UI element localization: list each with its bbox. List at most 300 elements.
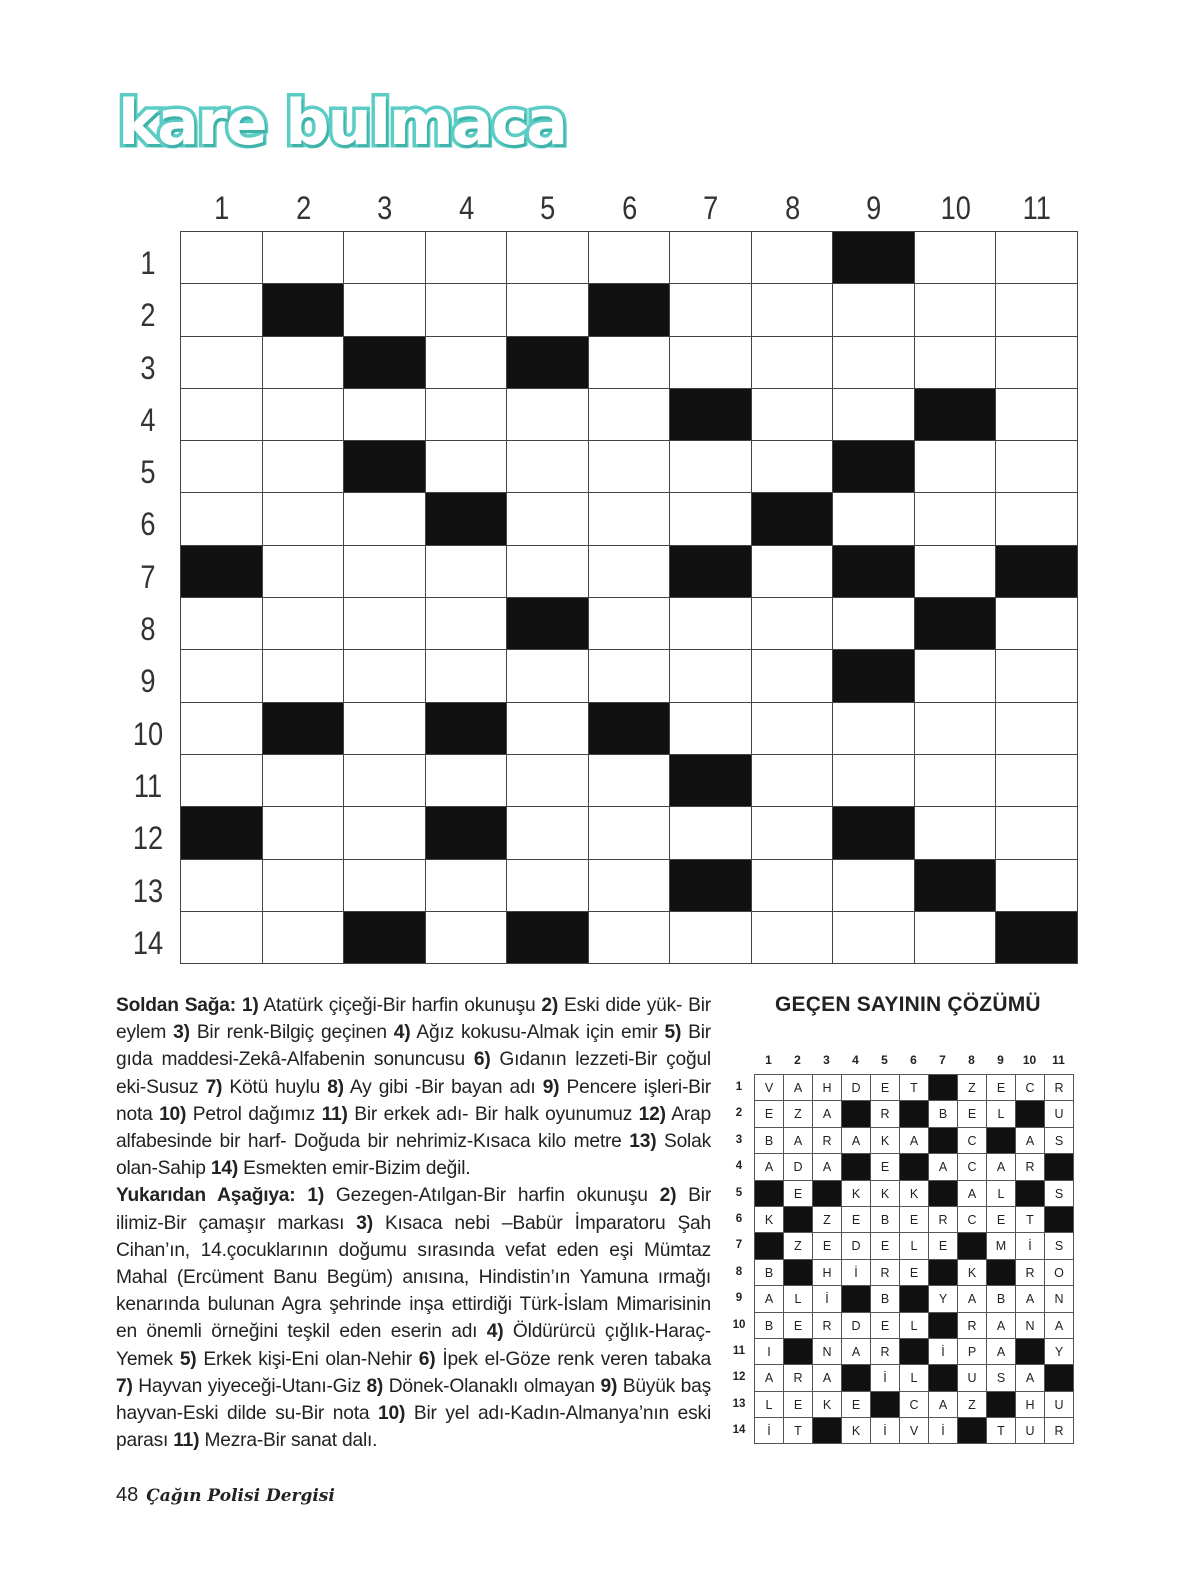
empty-cell[interactable] (996, 389, 1078, 441)
empty-cell[interactable] (263, 807, 345, 859)
empty-cell[interactable] (670, 284, 752, 336)
row-numbers (118, 232, 178, 964)
solution-black-cell (784, 1207, 813, 1233)
empty-cell[interactable] (915, 650, 997, 702)
clue-number: 5) (179, 1348, 197, 1370)
solution-cell: U (958, 1365, 987, 1391)
clue-text: Erkek kişi-Eni olan-Nehir (196, 1348, 419, 1370)
empty-cell[interactable] (589, 598, 671, 650)
solution-cell: L (900, 1365, 929, 1391)
empty-cell[interactable] (426, 232, 508, 284)
solution-black-cell (929, 1260, 958, 1286)
solution-black-cell (842, 1365, 871, 1391)
solution-row-number: 11 (732, 1344, 746, 1357)
black-cell (263, 284, 345, 336)
solution-cell: R (1045, 1418, 1074, 1444)
solution-column-number: 1 (765, 1053, 772, 1067)
empty-cell[interactable] (670, 807, 752, 859)
empty-cell[interactable] (426, 284, 508, 336)
empty-cell[interactable] (263, 232, 345, 284)
black-cell (833, 650, 915, 702)
solution-cell: E (784, 1181, 813, 1207)
solution-cell: R (1016, 1154, 1045, 1180)
empty-cell[interactable] (833, 284, 915, 336)
solution-cell: A (755, 1154, 784, 1180)
empty-cell[interactable] (752, 232, 834, 284)
solution-cell: O (1045, 1260, 1074, 1286)
empty-cell[interactable] (344, 389, 426, 441)
solution-cell: C (958, 1207, 987, 1233)
empty-cell[interactable] (181, 389, 263, 441)
solution-cell: R (813, 1313, 842, 1339)
empty-cell[interactable] (263, 441, 345, 493)
solution-row-number: 12 (732, 1371, 746, 1384)
empty-cell[interactable] (263, 912, 345, 964)
clue-text: Bir ilimiz-Bir çamaşır markası (116, 1185, 712, 1234)
solution-cell: B (755, 1128, 784, 1154)
solution-row-number: 1 (735, 1081, 743, 1093)
row-number: 14 (132, 924, 164, 961)
solution-cell: K (871, 1128, 900, 1154)
solution-column-number: 6 (910, 1053, 917, 1067)
page-number: 48 (116, 1484, 139, 1506)
black-cell (833, 546, 915, 598)
empty-cell[interactable] (426, 441, 508, 493)
solution-cell: M (987, 1233, 1016, 1259)
empty-cell[interactable] (344, 755, 426, 807)
clue-number: 1) (307, 1185, 325, 1207)
solution-cell: H (813, 1075, 842, 1101)
black-cell (507, 337, 589, 389)
empty-cell[interactable] (996, 337, 1078, 389)
empty-cell[interactable] (670, 650, 752, 702)
empty-cell[interactable] (833, 337, 915, 389)
solution-black-cell (755, 1181, 784, 1207)
across-clues (116, 992, 711, 1182)
solution-cell: E (958, 1101, 987, 1127)
clue-number: 8) (366, 1375, 384, 1397)
solution-cell: S (1045, 1181, 1074, 1207)
black-cell (507, 912, 589, 964)
empty-cell[interactable] (263, 755, 345, 807)
solution-cell: E (842, 1392, 871, 1418)
empty-cell[interactable] (426, 546, 508, 598)
solution-row-number: 2 (735, 1107, 743, 1120)
empty-cell[interactable] (426, 389, 508, 441)
empty-cell[interactable] (833, 860, 915, 912)
empty-cell[interactable] (344, 493, 426, 545)
black-cell (589, 703, 671, 755)
clue-text: Hayvan yiyeceği-Utanı-Giz (132, 1375, 367, 1397)
clue-text: Solak olan-Sahip (116, 1131, 711, 1180)
empty-cell[interactable] (344, 650, 426, 702)
empty-cell[interactable] (426, 912, 508, 964)
empty-cell[interactable] (670, 441, 752, 493)
clue-heading: Soldan Sağa: (116, 995, 242, 1016)
empty-cell[interactable] (752, 284, 834, 336)
empty-cell[interactable] (181, 650, 263, 702)
solution-cell: E (871, 1154, 900, 1180)
empty-cell[interactable] (915, 755, 997, 807)
empty-cell[interactable] (181, 755, 263, 807)
solution-row-number: 10 (732, 1318, 746, 1331)
solution-cell: Z (784, 1233, 813, 1259)
clue-text: Gıdanın lezzeti-Bir çoğul eki-Susuz (116, 1049, 711, 1098)
black-cell (670, 755, 752, 807)
empty-cell[interactable] (996, 807, 1078, 859)
empty-cell[interactable] (670, 598, 752, 650)
empty-cell[interactable] (181, 703, 263, 755)
solution-cell: A (1016, 1286, 1045, 1312)
empty-cell[interactable] (670, 703, 752, 755)
empty-cell[interactable] (915, 284, 997, 336)
empty-cell[interactable] (181, 860, 263, 912)
solution-cell: B (755, 1260, 784, 1286)
solution-cell: L (900, 1313, 929, 1339)
clue-number: 13) (629, 1131, 657, 1153)
empty-cell[interactable] (507, 284, 589, 336)
empty-cell[interactable] (507, 650, 589, 702)
black-cell (426, 703, 508, 755)
clue-text: İpek el-Göze renk veren tabaka (435, 1348, 711, 1370)
solution-row-number: 5 (735, 1186, 743, 1199)
empty-cell[interactable] (752, 441, 834, 493)
solution-row-number: 3 (735, 1133, 743, 1146)
clue-text: Büyük baş hayvan-Eski dilde su-Bir nota (116, 1375, 711, 1425)
solution-row-number: 14 (732, 1424, 746, 1437)
empty-cell[interactable] (752, 546, 834, 598)
solution-cell: Z (813, 1207, 842, 1233)
puzzle-title (118, 86, 567, 159)
solution-black-cell (987, 1260, 1016, 1286)
empty-cell[interactable] (507, 441, 589, 493)
clue-text: Öldürürcü çığlık-Haraç-Yemek (116, 1321, 711, 1370)
clue-text: Atatürk çiçeği-Bir harfin okunuşu (258, 995, 542, 1016)
empty-cell[interactable] (426, 650, 508, 702)
clue-number: 3) (173, 1022, 190, 1044)
empty-cell[interactable] (752, 755, 834, 807)
empty-cell[interactable] (752, 807, 834, 859)
clue-text: Kısaca nebi –Babür İmparatoru Şah Cihan’ın, 14.çocuklarının doğumu sırasında vefat eden eşi Mümtaz Mahal (Ercüment Banu Begüm) anısına, Hindistin’ın Yamuna ırmağı kenarında bulunan Agra şehrinde inşa ettirdiği Türk-İslam Mimarisinin en önemli örneğini teşkil eden eserin adı (116, 1212, 711, 1343)
solution-cell: A (929, 1392, 958, 1418)
solution-cell: D (842, 1233, 871, 1259)
empty-cell[interactable] (426, 755, 508, 807)
black-cell (263, 703, 345, 755)
solution-black-cell (842, 1154, 871, 1180)
solution-cell: C (1016, 1075, 1045, 1101)
solution-cell: R (929, 1207, 958, 1233)
clue-text: Bir renk-Bilgiç geçinen (189, 1022, 394, 1044)
empty-cell[interactable] (752, 912, 834, 964)
empty-cell[interactable] (915, 441, 997, 493)
empty-cell[interactable] (507, 493, 589, 545)
clue-text: Bir gıda maddesi-Zekâ-Alfabenin sonuncusu (116, 1022, 712, 1071)
empty-cell[interactable] (181, 912, 263, 964)
solution-cell: E (755, 1101, 784, 1127)
row-number: 1 (140, 245, 156, 281)
clue-number: 2) (659, 1185, 677, 1207)
solution-cell: P (958, 1339, 987, 1365)
black-cell (589, 284, 671, 336)
solution-cell: E (900, 1207, 929, 1233)
empty-cell[interactable] (507, 703, 589, 755)
empty-cell[interactable] (263, 598, 345, 650)
solution-cell: D (842, 1075, 871, 1101)
solution-cell: R (1016, 1260, 1045, 1286)
empty-cell[interactable] (344, 284, 426, 336)
solution-cell: İ (842, 1260, 871, 1286)
column-number: 1 (214, 190, 230, 226)
solution-black-cell (929, 1365, 958, 1391)
empty-cell[interactable] (344, 807, 426, 859)
solution-cell: L (784, 1286, 813, 1312)
empty-cell[interactable] (752, 650, 834, 702)
empty-cell[interactable] (833, 755, 915, 807)
row-number: 9 (140, 663, 156, 700)
black-cell (426, 807, 508, 859)
empty-cell[interactable] (507, 546, 589, 598)
empty-cell[interactable] (263, 337, 345, 389)
row-number: 13 (132, 872, 164, 909)
empty-cell[interactable] (670, 493, 752, 545)
solution-cell: L (987, 1101, 1016, 1127)
empty-cell[interactable] (263, 389, 345, 441)
empty-cell[interactable] (507, 389, 589, 441)
solution-cell: A (1045, 1313, 1074, 1339)
solution-cell: A (987, 1313, 1016, 1339)
solution-black-cell (784, 1339, 813, 1365)
empty-cell[interactable] (263, 493, 345, 545)
solution-cell: E (987, 1207, 1016, 1233)
solution-black-cell (987, 1128, 1016, 1154)
crossword-grid (180, 231, 1078, 964)
solution-black-cell (1016, 1181, 1045, 1207)
empty-cell[interactable] (263, 860, 345, 912)
row-number: 12 (132, 820, 164, 857)
empty-cell[interactable] (996, 650, 1078, 702)
empty-cell[interactable] (915, 493, 997, 545)
solution-cell: İ (871, 1418, 900, 1444)
empty-cell[interactable] (344, 232, 426, 284)
solution-cell: A (958, 1286, 987, 1312)
black-cell (344, 912, 426, 964)
solution-cell: L (755, 1392, 784, 1418)
black-cell (344, 337, 426, 389)
solution-black-cell (1016, 1339, 1045, 1365)
empty-cell[interactable] (181, 441, 263, 493)
empty-cell[interactable] (589, 232, 671, 284)
empty-cell[interactable] (833, 389, 915, 441)
empty-cell[interactable] (915, 912, 997, 964)
empty-cell[interactable] (181, 598, 263, 650)
clue-text: Bir erkek adı- Bir halk oyunumuz (347, 1103, 639, 1125)
black-cell (833, 441, 915, 493)
solution-cell: Y (1045, 1339, 1074, 1365)
solution-cell: R (1045, 1075, 1074, 1101)
solution-cell: B (987, 1286, 1016, 1312)
empty-cell[interactable] (589, 912, 671, 964)
solution-cell: R (958, 1313, 987, 1339)
column-number: 9 (866, 190, 882, 226)
solution-cell: E (871, 1313, 900, 1339)
clue-number: 2) (541, 995, 559, 1016)
empty-cell[interactable] (752, 703, 834, 755)
solution-black-cell (929, 1128, 958, 1154)
empty-cell[interactable] (589, 807, 671, 859)
empty-cell[interactable] (833, 912, 915, 964)
solution-cell: K (813, 1392, 842, 1418)
solution-cell: A (784, 1075, 813, 1101)
empty-cell[interactable] (833, 598, 915, 650)
empty-cell[interactable] (507, 232, 589, 284)
solution-cell: A (987, 1154, 1016, 1180)
empty-cell[interactable] (996, 598, 1078, 650)
empty-cell[interactable] (589, 860, 671, 912)
solution-cell: İ (1016, 1233, 1045, 1259)
solution-cell: R (871, 1260, 900, 1286)
down-clues (116, 1182, 711, 1454)
empty-cell[interactable] (915, 703, 997, 755)
empty-cell[interactable] (181, 493, 263, 545)
solution-black-cell (929, 1313, 958, 1339)
solution-column-number: 9 (997, 1053, 1004, 1067)
solution-row-number: 8 (735, 1265, 743, 1278)
empty-cell[interactable] (589, 755, 671, 807)
clue-number: 6) (473, 1049, 491, 1071)
empty-cell[interactable] (915, 546, 997, 598)
empty-cell[interactable] (589, 441, 671, 493)
empty-cell[interactable] (589, 493, 671, 545)
empty-cell[interactable] (344, 860, 426, 912)
solution-cell: A (958, 1181, 987, 1207)
solution-column-number: 11 (1052, 1053, 1065, 1067)
solution-cell: B (755, 1313, 784, 1339)
empty-cell[interactable] (752, 389, 834, 441)
solution-cell: U (1045, 1392, 1074, 1418)
row-number: 11 (133, 767, 163, 804)
empty-cell[interactable] (589, 650, 671, 702)
clue-number: 7) (116, 1375, 133, 1397)
solution-cell: A (900, 1128, 929, 1154)
column-number: 5 (540, 190, 556, 226)
empty-cell[interactable] (752, 337, 834, 389)
empty-cell[interactable] (752, 860, 834, 912)
column-number: 6 (621, 190, 637, 226)
solution-black-cell (1016, 1101, 1045, 1127)
solution-cell: R (784, 1365, 813, 1391)
black-cell (833, 232, 915, 284)
empty-cell[interactable] (344, 546, 426, 598)
solution-cell: E (784, 1313, 813, 1339)
empty-cell[interactable] (426, 860, 508, 912)
black-cell (915, 389, 997, 441)
solution-cell: U (1016, 1418, 1045, 1444)
empty-cell[interactable] (507, 755, 589, 807)
column-number: 4 (458, 190, 474, 226)
empty-cell[interactable] (915, 337, 997, 389)
solution-cell: T (987, 1418, 1016, 1444)
empty-cell[interactable] (996, 860, 1078, 912)
footer (116, 1484, 335, 1507)
solution-cell: E (871, 1233, 900, 1259)
solution-cell: A (813, 1154, 842, 1180)
empty-cell[interactable] (589, 337, 671, 389)
empty-cell[interactable] (670, 912, 752, 964)
empty-cell[interactable] (996, 441, 1078, 493)
solution-cell: A (1016, 1365, 1045, 1391)
empty-cell[interactable] (996, 232, 1078, 284)
clue-text: Pencere işleri-Bir nota (116, 1076, 711, 1125)
empty-cell[interactable] (670, 337, 752, 389)
empty-cell[interactable] (589, 389, 671, 441)
solution-cell: H (813, 1260, 842, 1286)
empty-cell[interactable] (426, 598, 508, 650)
empty-cell[interactable] (589, 546, 671, 598)
empty-cell[interactable] (181, 232, 263, 284)
row-number: 4 (140, 401, 156, 438)
magazine-name: Çağın Polisi Dergisi (146, 1486, 335, 1506)
solution-cell: T (900, 1075, 929, 1101)
clue-text: Eski dide yük- Bir eylem (116, 995, 711, 1044)
solution-black-cell (987, 1392, 1016, 1418)
empty-cell[interactable] (833, 493, 915, 545)
solution-column-number: 5 (881, 1053, 888, 1067)
empty-cell[interactable] (996, 755, 1078, 807)
column-number: 7 (703, 190, 719, 226)
solution-black-cell (813, 1418, 842, 1444)
empty-cell[interactable] (263, 650, 345, 702)
solution-cell: B (929, 1101, 958, 1127)
clue-number: 4) (393, 1022, 411, 1044)
black-cell (670, 860, 752, 912)
column-number: 2 (295, 190, 311, 226)
black-cell (670, 546, 752, 598)
clue-text: Esmekten emir-Bizim değil. (238, 1158, 471, 1180)
empty-cell[interactable] (263, 546, 345, 598)
solution-cell: K (842, 1418, 871, 1444)
black-cell (670, 389, 752, 441)
solution-black-cell (958, 1233, 987, 1259)
solution-cell: A (784, 1128, 813, 1154)
solution-cell: İ (755, 1418, 784, 1444)
empty-cell[interactable] (915, 232, 997, 284)
empty-cell[interactable] (996, 284, 1078, 336)
solution-column-numbers (754, 1053, 1073, 1067)
empty-cell[interactable] (344, 703, 426, 755)
column-number: 8 (784, 190, 800, 226)
solution-black-cell (958, 1418, 987, 1444)
solution-black-cell (900, 1154, 929, 1180)
solution-grid (754, 1074, 1074, 1444)
empty-cell[interactable] (915, 807, 997, 859)
solution-cell: A (929, 1154, 958, 1180)
empty-cell[interactable] (996, 703, 1078, 755)
empty-cell[interactable] (181, 284, 263, 336)
empty-cell[interactable] (344, 598, 426, 650)
empty-cell[interactable] (996, 493, 1078, 545)
empty-cell[interactable] (426, 337, 508, 389)
solution-cell: R (871, 1101, 900, 1127)
solution-black-cell (929, 1181, 958, 1207)
empty-cell[interactable] (670, 232, 752, 284)
empty-cell[interactable] (507, 807, 589, 859)
empty-cell[interactable] (752, 598, 834, 650)
solution-cell: R (871, 1339, 900, 1365)
empty-cell[interactable] (181, 337, 263, 389)
solution-cell: Z (784, 1101, 813, 1127)
empty-cell[interactable] (507, 860, 589, 912)
empty-cell[interactable] (833, 703, 915, 755)
